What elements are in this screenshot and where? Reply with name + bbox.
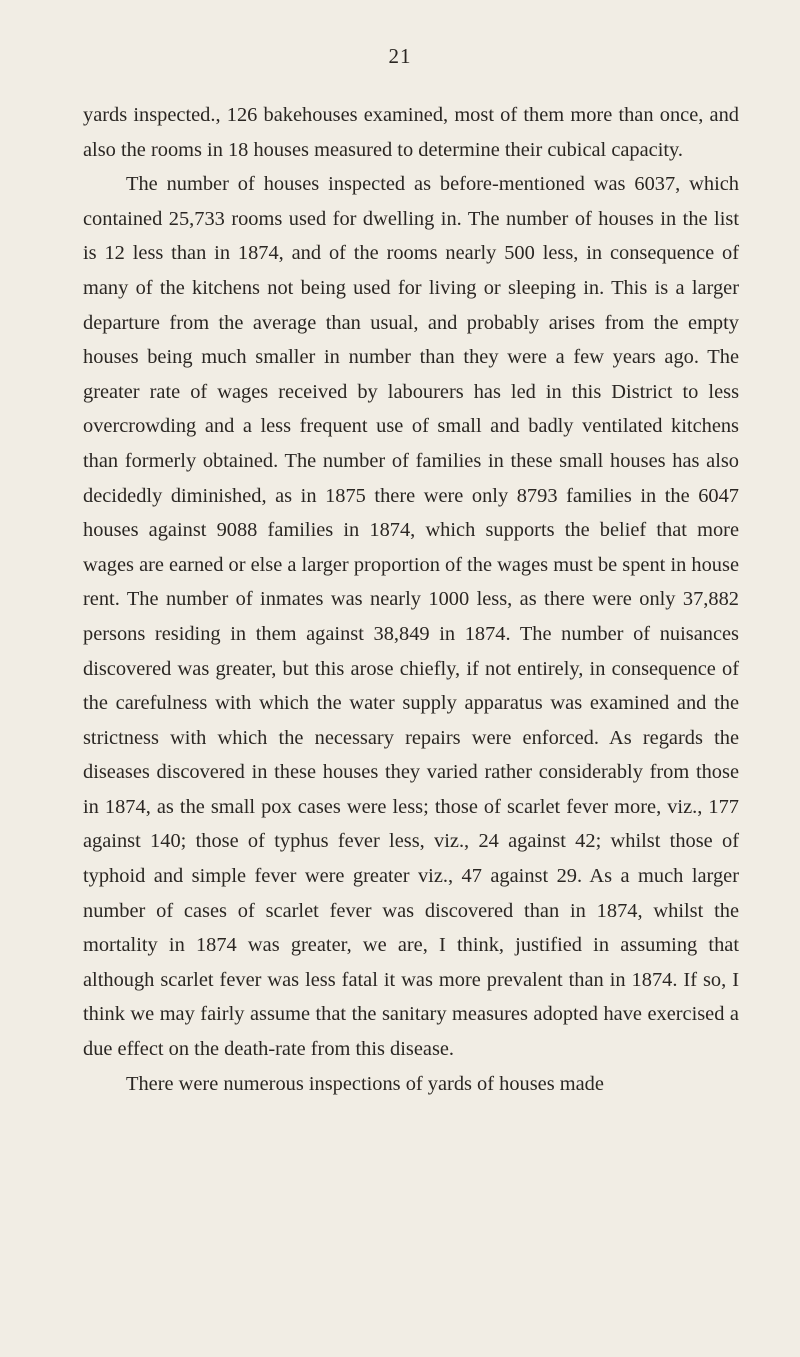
paragraph-yard-inspections: There were numerous inspections of yards of houses made bbox=[126, 1072, 604, 1095]
page-number: 21 bbox=[388, 44, 412, 68]
body-text bbox=[83, 98, 739, 1101]
paragraph-continuation: yards inspected., 126 bakehouses examined, most of them more than once, and also the rooms in 18 houses measured to determine their cubical capacity. bbox=[83, 104, 739, 161]
paragraph-houses-inspected: The number of houses inspected as before-mentioned was 6037, which contained 25,733 rooms used for dwelling in. The number of houses in the list is 12 less than in 1874, and of the rooms nearly 500 less, in consequence of many of the kitchens not being used for living or sleeping in. This is a larger departure from the average than usual, and probably arises from the empty houses being much smaller in number than they were a few years ago. The greater rate of wages received by labourers has led in this District to less overcrowding and a less frequent use of small and badly ventilated kitchens than formerly obtained. The number of families in these small houses has also decidedly diminished, as in 1875 there were only 8793 families in the 6047 houses against 9088 families in 1874, which supports the belief that more wages are earned or else a larger proportion of the wages must be spent in house rent. The number of inmates was nearly 1000 less, as there were only 37,882 persons residing in them against 38,849 in 1874. The number of nuisances discovered was greater, but this arose chiefly, if not entirely, in consequence of the carefulness with which the water supply apparatus was examined and the strictness with which the necessary repairs were enforced. As regards the diseases discovered in these houses they varied rather considerably from those in 1874, as the small pox cases were less; those of scarlet fever more, viz., 177 against 140; those of typhus fever less, viz., 24 against 42; whilst those of typhoid and simple fever were greater viz., 47 against 29. As a much larger number of cases of scarlet fever was discovered than in 1874, whilst the mortality in 1874 was greater, we are, I think, justified in assuming that although scarlet fever was less fatal it was more prevalent than in 1874. If so, I think we may fairly assume that the sanitary measures adopted have exercised a due effect on the death-rate from this disease. bbox=[83, 173, 739, 1061]
